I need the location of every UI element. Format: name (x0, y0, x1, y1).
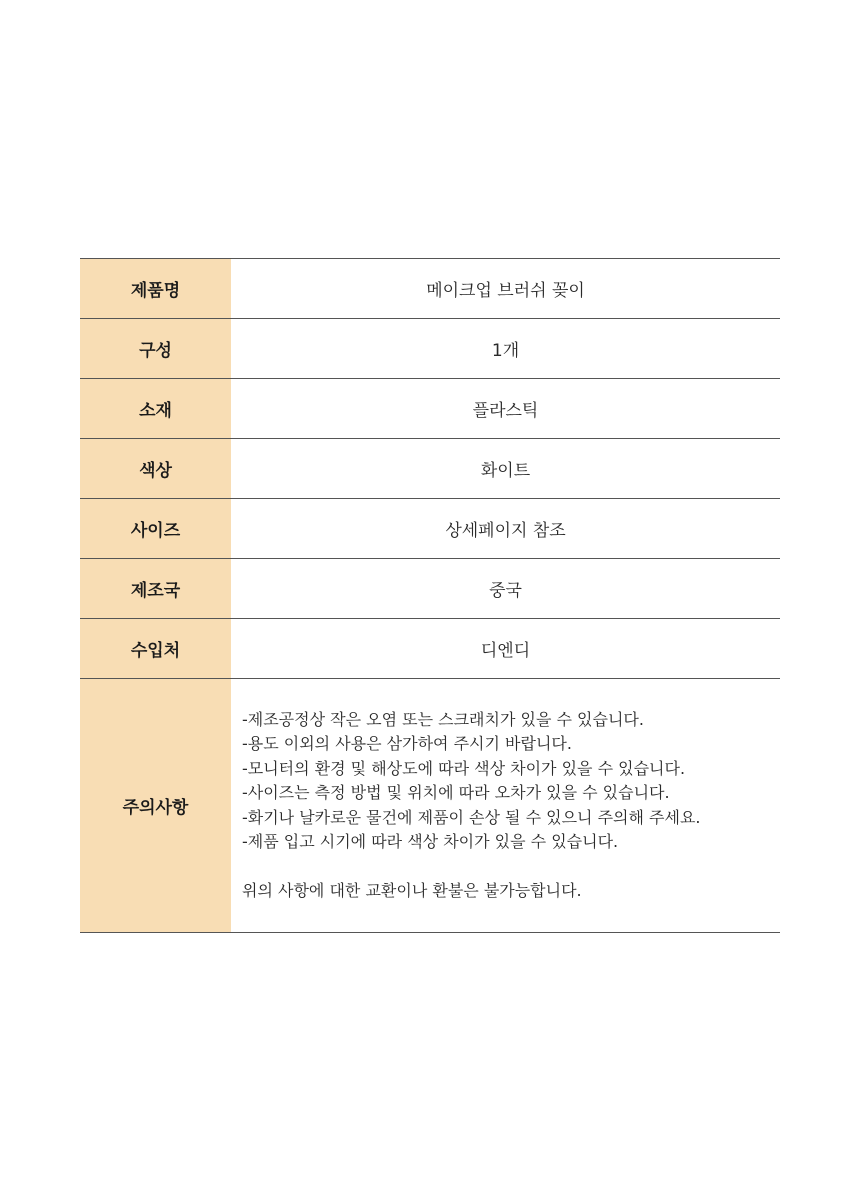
table-row-country (80, 559, 780, 619)
label-product-name: 제품명 (80, 259, 231, 319)
table-row-notice (80, 679, 780, 933)
table-row-material (80, 379, 780, 439)
label-size: 사이즈 (80, 499, 231, 559)
notice-line: -용도 이외의 사용은 삼가하여 주시기 바랍니다. (242, 734, 572, 754)
table-row-color (80, 439, 780, 499)
notice-line: -제품 입고 시기에 따라 색상 차이가 있을 수 있습니다. (242, 832, 619, 852)
notice-line: -사이즈는 측정 방법 및 위치에 따라 오차가 있을 수 있습니다. (242, 783, 670, 803)
value-size: 상세페이지 참조 (231, 499, 780, 559)
label-importer: 수입처 (80, 619, 231, 679)
value-composition: 1개 (231, 319, 780, 379)
label-composition: 구성 (80, 319, 231, 379)
label-material: 소재 (80, 379, 231, 439)
label-country: 제조국 (80, 559, 231, 619)
table-row-size (80, 499, 780, 559)
notice-line: -화기나 날카로운 물건에 제품이 손상 될 수 있으니 주의해 주세요. (242, 807, 701, 827)
table-row-composition (80, 319, 780, 379)
product-info-table (80, 258, 780, 933)
notice-footer: 위의 사항에 대한 교환이나 환불은 불가능합니다. (242, 880, 582, 900)
notice-line: -모니터의 환경 및 해상도에 따라 색상 차이가 있을 수 있습니다. (242, 758, 686, 778)
label-color: 색상 (80, 439, 231, 499)
value-product-name: 메이크업 브러쉬 꽂이 (231, 259, 780, 319)
value-color: 화이트 (231, 439, 780, 499)
notice-line: -제조공정상 작은 오염 또는 스크래치가 있을 수 있습니다. (242, 709, 644, 729)
table-row-product-name (80, 259, 780, 319)
value-material: 플라스틱 (231, 379, 780, 439)
value-importer: 디엔디 (231, 619, 780, 679)
table-row-importer (80, 619, 780, 679)
value-country: 중국 (231, 559, 780, 619)
label-notice: 주의사항 (80, 679, 231, 933)
notice-content (231, 679, 780, 933)
